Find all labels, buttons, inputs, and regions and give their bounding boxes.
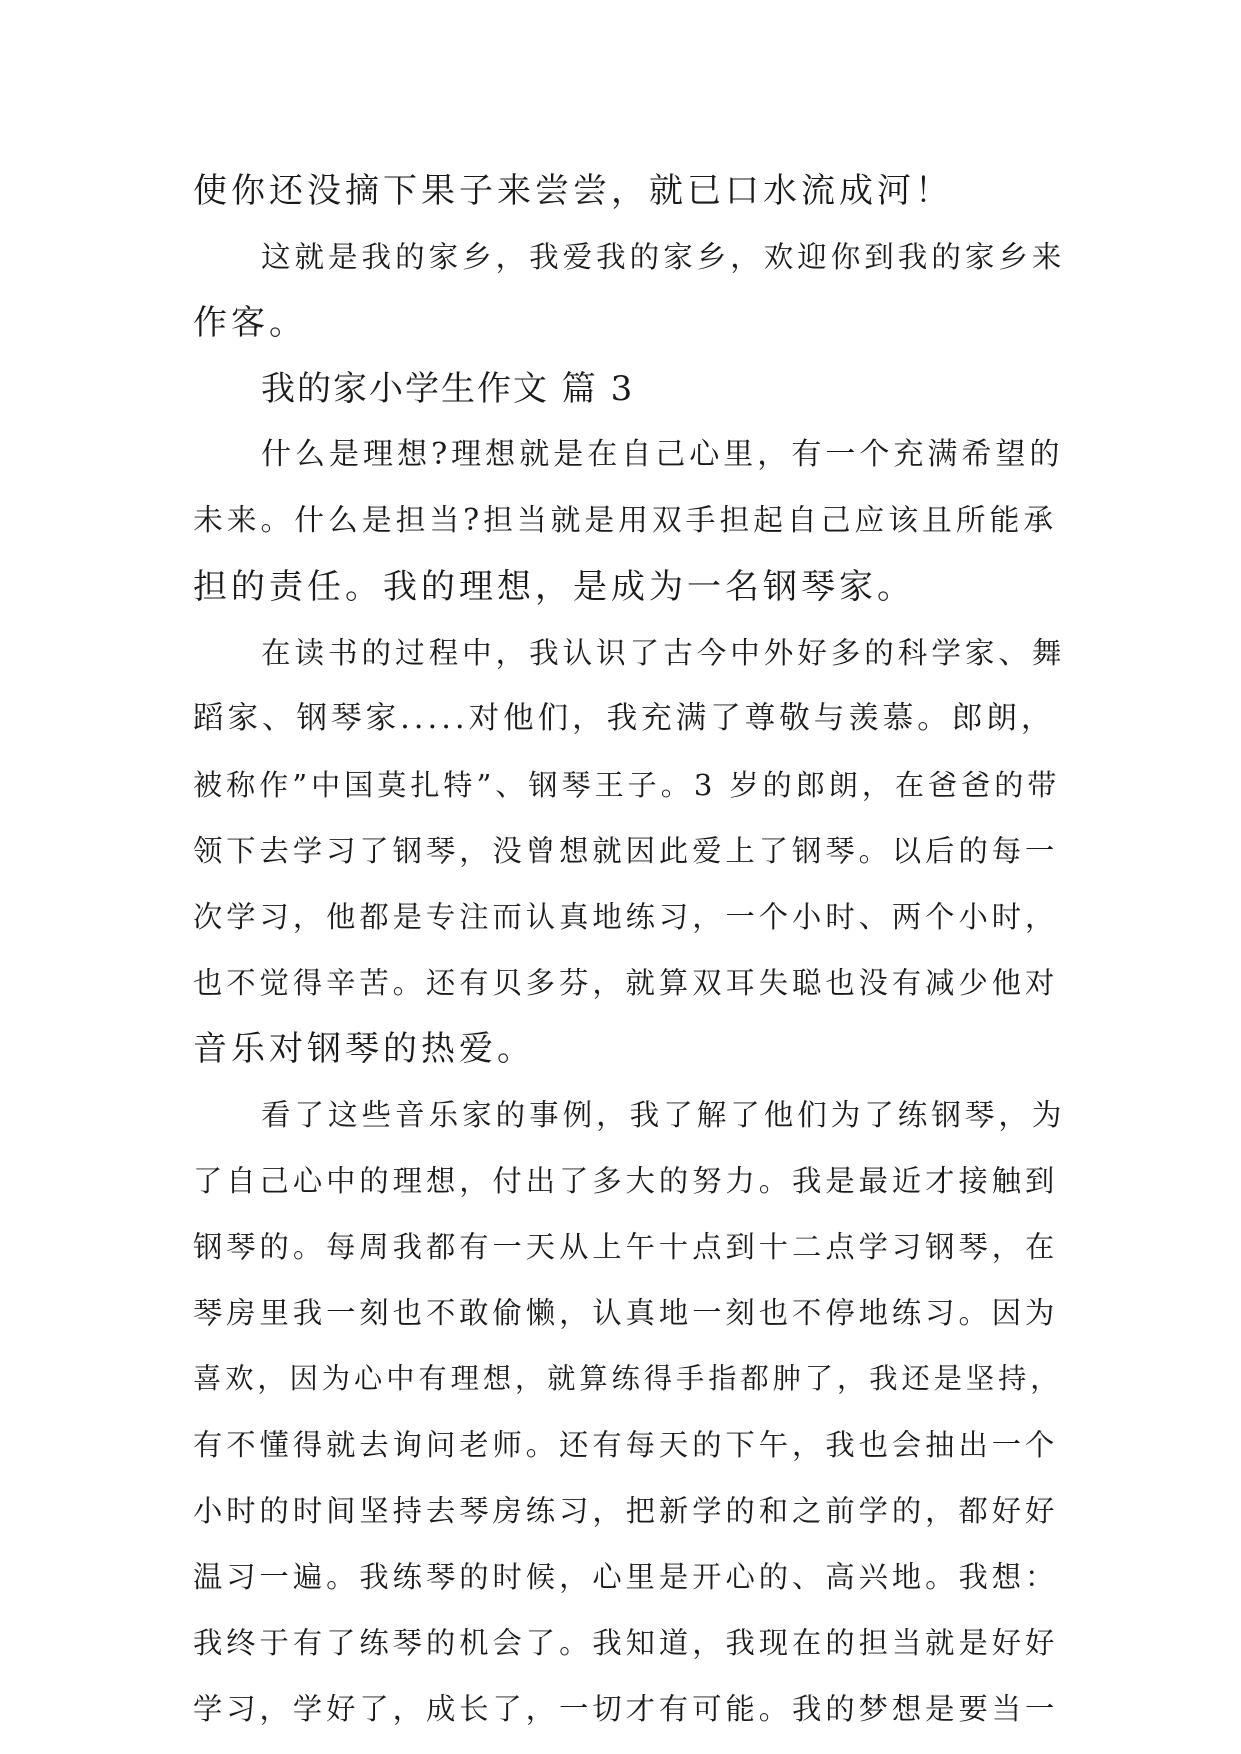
text-line: 学习，学好了，成长了，一切才有可能。我的梦想是要当一 — [193, 1692, 1059, 1726]
paragraph-start-line: 什么是理想?理想就是在自己心里，有一个充满希望的 — [261, 437, 1064, 472]
text-line: 领下去学习了钢琴，没曾想就因此爱上了钢琴。以后的每一 — [193, 834, 1059, 868]
section-heading: 我的家小学生作文 篇 3 — [261, 369, 635, 409]
paragraph-start-line: 看了这些音乐家的事例，我了解了他们为了练钢琴，为 — [261, 1098, 1066, 1132]
text-line: 未来。什么是担当?担当就是用双手担起自己应该且所能承 — [193, 503, 1058, 538]
text-line: 次学习，他都是专注而认真地练习，一个小时、两个小时， — [193, 900, 1059, 934]
text-line: 了自己心中的理想，付出了多大的努力。我是最近才接触到 — [193, 1164, 1059, 1198]
document-body — [193, 158, 1066, 1742]
text-line: 小时的时间坚持去琴房练习，把新学的和之前学的，都好好 — [193, 1494, 1059, 1528]
text-line: 喜欢，因为心中有理想，就算练得手指都肿了，我还是坚持， — [193, 1362, 1063, 1395]
paragraph-start-line: 这就是我的家乡，我爱我的家乡，欢迎你到我的家乡来 — [261, 240, 1066, 274]
text-line: 温习一遍。我练琴的时候，心里是开心的、高兴地。我想： — [193, 1560, 1059, 1594]
text-line: 担的责任。我的理想，是成为一名钢琴家。 — [193, 567, 915, 607]
text-line: 被称作”中国莫扎特”、钢琴王子。3 岁的郎朗，在爸爸的带 — [193, 768, 1061, 802]
text-line: 作客。 — [193, 303, 307, 343]
paragraph-start-line: 在读书的过程中，我认识了古今中外好多的科学家、舞 — [261, 636, 1066, 670]
text-line: 钢琴的。每周我都有一天从上午十点到十二点学习钢琴，在 — [193, 1230, 1059, 1264]
text-line: 我终于有了练琴的机会了。我知道，我现在的担当就是好好 — [193, 1626, 1059, 1660]
text-line: 也不觉得辛苦。还有贝多芬，就算双耳失聪也没有减少他对 — [193, 966, 1059, 1000]
text-line: 蹈家、钢琴家.....对他们，我充满了尊敬与羡慕。郎朗， — [193, 701, 1056, 736]
text-line: 音乐对钢琴的热爱。 — [193, 1029, 535, 1069]
text-line: 琴房里我一刻也不敢偷懒，认真地一刻也不停地练习。因为 — [193, 1296, 1059, 1330]
text-line: 有不懂得就去询问老师。还有每天的下午，我也会抽出一个 — [193, 1428, 1059, 1462]
text-line: 使你还没摘下果子来尝尝，就已口水流成河！ — [193, 171, 953, 211]
